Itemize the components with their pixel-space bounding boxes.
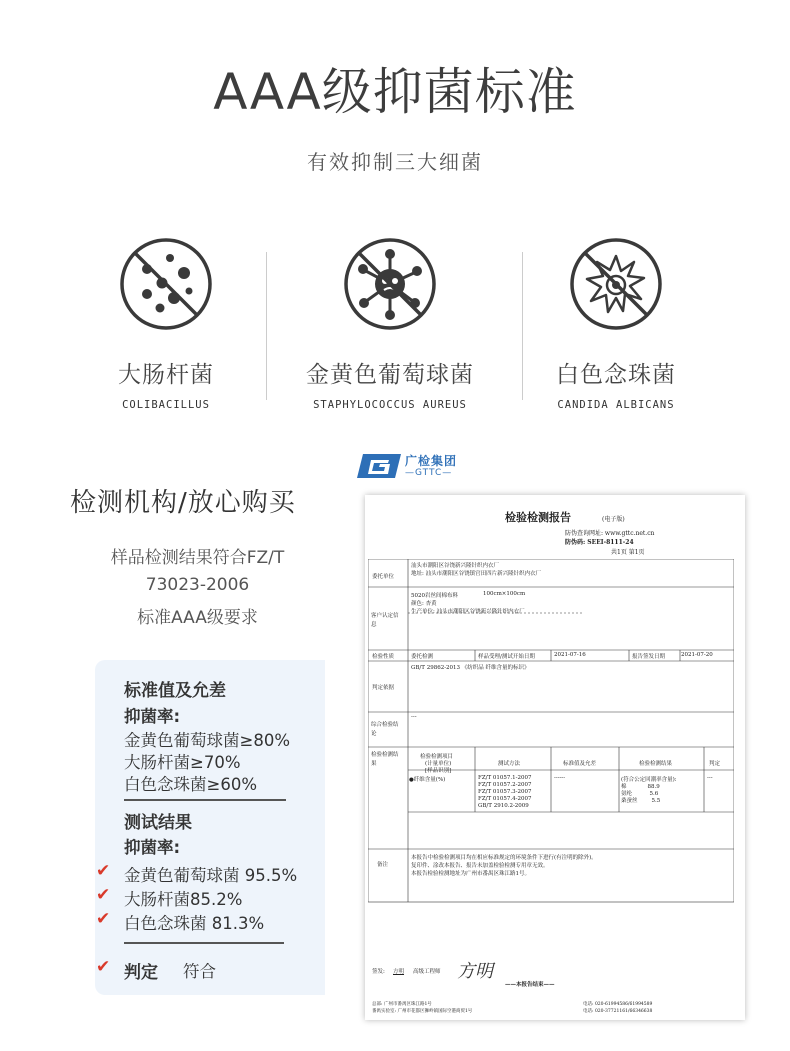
basis-label: 判定依据 [372,685,395,691]
remark: 本报告检验检测地址为广州市番禺区珠江路1号。 [411,871,531,877]
remark: 本报告中检验检测项目均在相应标准规定的环境条件下进行(有注明的除外)。 [411,855,597,861]
bacteria-name-en: STAPHYLOCOCCUS AUREUS [313,399,467,411]
bacteria-name-en: COLIBACILLUS [122,399,210,411]
row-result: 氨纶 5.6 [621,791,659,797]
check-icon: ✔ [96,957,111,977]
conclusion-label: 综合检验结论 [371,722,399,737]
row-method: FZ/T 01057.2-2007 [478,782,532,788]
verdict-label: 判定 [124,963,158,983]
col-std: 标准值及允差 [563,761,597,767]
report-end-mark: ——本报告结束—— [505,982,555,988]
footer-address: 番禺实验室: 广州市花都区狮岭镇国际空港商贸1号 [372,1009,473,1014]
result-item: 白色念珠菌 81.3% [124,914,265,933]
row-judge: --- [707,775,713,781]
divider [266,252,267,400]
result-sub: 抑菌率: [124,838,181,857]
col-judge: 判定 [709,761,721,767]
colibacillus-icon [118,236,214,332]
test-report [365,495,745,1020]
card-divider [124,942,284,944]
row-method: FZ/T 01057.1-2007 [478,775,532,781]
page-title: AAA级抑菌标准 [213,63,577,121]
signer-label: 签发: [372,969,385,975]
bacteria-name-cn: 金黄色葡萄球菌 [306,362,474,388]
col-item: 检验检测项目 [420,754,454,760]
sample-name: 5020岩丝间棉布料 [411,593,458,599]
gttc-logo-icon [357,452,401,480]
row-method: GB/T 2910.2-2009 [478,803,529,809]
candida-icon [568,236,664,332]
received-date: 2021-07-16 [554,652,586,658]
bacteria-item-staphylococcus [285,236,495,411]
logo-name-en: —GTTC— [405,468,453,478]
signer-name: 方明 [393,969,405,975]
col-item-sub: [样品识别] [425,768,452,774]
row-item: ●纤维含量(%) [409,777,446,783]
result-item: 金黄色葡萄球菌 95.5% [124,866,298,885]
signer-title: 高级工程师 [413,969,441,975]
card-divider [124,799,286,801]
page-subtitle: 有效抑制三大细菌 [307,150,483,174]
footer-address: 总部: 广州市番禺区珠江路1号 [372,1002,432,1007]
basis: GB/T 29862-2013 《纺织品 纤维含量的标识》 [411,665,530,671]
check-icon: ✔ [96,885,111,905]
remarks-label: 备注 [377,862,389,868]
client-name: 汕头市潮阳区谷饶新兴隆针织内衣厂 [411,563,500,569]
producer: 生产单位: 汕头市潮阳区谷饶新兴隆针织内衣厂 [411,609,525,615]
institution-line: 样品检测结果符合FZ/T [110,548,285,568]
query-site: 防伪查询网址: www.gttc.net.cn [565,530,655,537]
test-type-label: 检验性质 [372,654,395,660]
col-method: 测试方法 [498,761,521,767]
received-label: 样品受理/测试开始日期 [478,654,535,660]
row-result-head: (符合公定回潮率含量): [621,777,677,783]
bacteria-item-colibacillus [61,236,271,411]
std-item: 白色念珠菌≥60% [124,775,257,794]
conclusion: --- [411,714,417,720]
std-item: 大肠杆菌≥70% [124,753,241,772]
std-heading: 标准值及允差 [124,681,226,701]
logo-name: 广检集团 [405,454,458,468]
institution-line: 73023-2006 [145,575,250,595]
check-icon: ✔ [96,861,111,881]
institution-line: 标准AAA级要求 [137,608,258,628]
institution-title: 检测机构/放心购买 [70,488,296,518]
report-title: 检验检测报告 [505,511,571,524]
sample-size: 100cm×100cm [483,591,526,597]
confirm-label: 客户认定信息 [371,613,399,628]
footer-phone: 电话: 020-37721161/66346638 [583,1009,653,1014]
std-item: 金黄色葡萄球菌≥80% [124,731,290,750]
row-method: FZ/T 01057.3-2007 [478,789,532,795]
result-item: 大肠杆菌85.2% [124,890,243,909]
page-count: 共1页 第1页 [611,549,645,556]
client-label: 委托单位 [372,574,395,580]
col-item-sub: (计量单位) [425,761,452,767]
bacteria-name-cn: 大肠杆菌 [118,362,214,388]
issued-date: 2021-07-20 [681,652,713,658]
results-label: 检验检测结果 [371,752,399,767]
check-icon: ✔ [96,909,111,929]
client-address: 地址: 汕头市潮阳区谷饶镇官田四片新兴隆针织内衣厂 [411,571,542,577]
bacteria-item-candida [511,236,721,411]
staphylococcus-icon [342,236,438,332]
result-heading: 测试结果 [124,813,192,833]
footer-phone: 电话: 020-61994586/61994589 [583,1002,653,1007]
bacteria-name-en: CANDIDA ALBICANS [557,399,675,411]
row-result: 棉 88.9 [621,784,660,790]
row-method: FZ/T 01057.4-2007 [478,796,532,802]
handwritten-signature: 方明 [457,961,493,982]
bacteria-name-cn: 白色念珠菌 [556,362,676,388]
test-type: 委托检测 [411,654,434,660]
row-result: 桑蚕丝 5.5 [621,798,661,804]
sample-color: 颜色: 杏黄 [411,601,437,607]
issued-label: 报告签发日期 [632,654,666,660]
remark: 复印件、涂改本报告、报告未加盖检验检测专用章无效。 [411,863,549,869]
anti-fake-code: 防伪码: SEEI-8111-24 [565,539,634,546]
std-sub: 抑菌率: [124,707,181,726]
verdict-value: 符合 [183,962,216,981]
col-result: 检验检测结果 [639,761,673,767]
report-subtitle: (电子版) [602,516,625,523]
row-std: ------ [554,775,566,781]
